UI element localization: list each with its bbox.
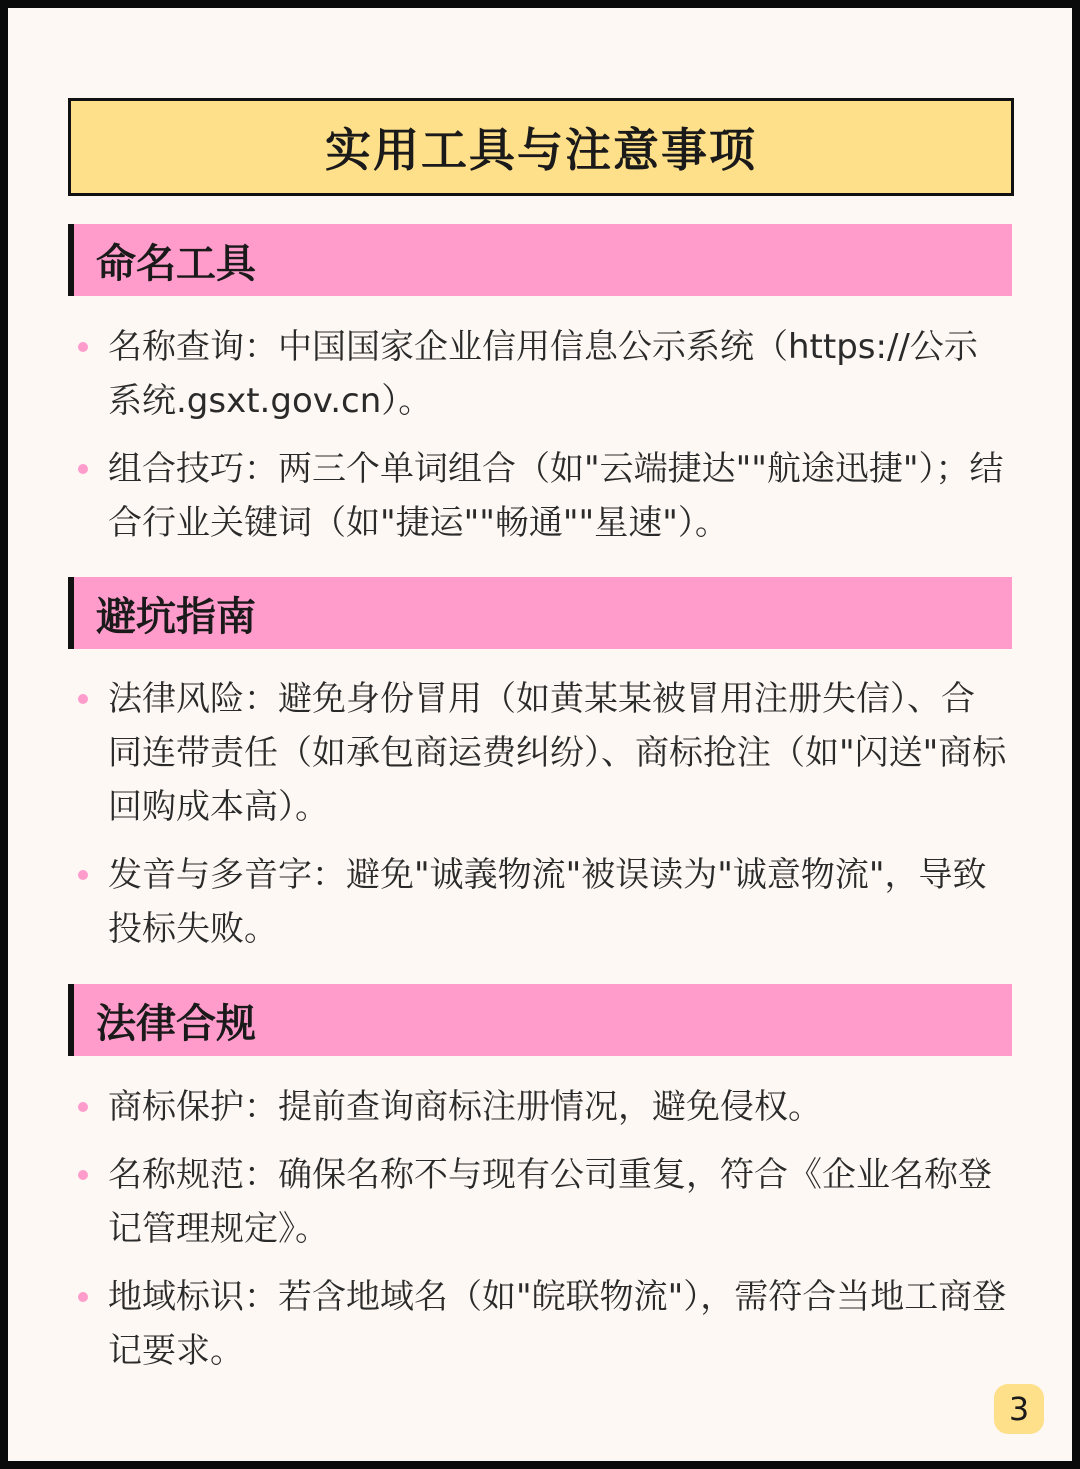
list-item xyxy=(78,1080,1008,1134)
section-header-naming-tools xyxy=(68,224,1012,296)
list-item-text: 名称规范：确保名称不与现有公司重复，符合《企业名称登记管理规定》。 xyxy=(108,1155,992,1249)
list-item-text: 商标保护：提前查询商标注册情况，避免侵权。 xyxy=(108,1087,822,1127)
bullet-dot-icon xyxy=(78,1292,88,1302)
list-item-text: 发音与多音字：避免"诚義物流"被误读为"诚意物流"，导致投标失败。 xyxy=(108,855,987,949)
section-list-legal-compliance xyxy=(78,1080,1008,1392)
bullet-dot-icon xyxy=(78,1102,88,1112)
bullet-dot-icon xyxy=(78,870,88,880)
bullet-dot-icon xyxy=(78,1170,88,1180)
section-header-legal-compliance xyxy=(68,984,1012,1056)
list-item xyxy=(78,442,1008,550)
title-banner xyxy=(68,98,1014,196)
bullet-dot-icon xyxy=(78,694,88,704)
page-number-badge: 3 xyxy=(994,1384,1044,1434)
section-heading: 避坑指南 xyxy=(96,593,256,640)
list-item xyxy=(78,1148,1008,1256)
bullet-dot-icon xyxy=(78,342,88,352)
bullet-dot-icon xyxy=(78,464,88,474)
section-list-pitfall-guide xyxy=(78,672,1008,970)
page xyxy=(8,8,1072,1461)
page-title: 实用工具与注意事项 xyxy=(325,123,757,177)
list-item-text: 名称查询：中国国家企业信用信息公示系统（https://公示系统.gsxt.gov.cn）。 xyxy=(108,327,978,421)
section-heading: 命名工具 xyxy=(96,240,256,287)
list-item xyxy=(78,1270,1008,1378)
list-item-text: 法律风险：避免身份冒用（如黄某某被冒用注册失信）、合同连带责任（如承包商运费纠纷）、商标抢注（如"闪送"商标回购成本高）。 xyxy=(108,679,1007,827)
section-heading: 法律合规 xyxy=(96,1000,256,1047)
section-list-naming-tools xyxy=(78,320,1008,564)
section-header-pitfall-guide xyxy=(68,577,1012,649)
list-item xyxy=(78,672,1008,834)
list-item-text: 组合技巧：两三个单词组合（如"云端捷达""航途迅捷"）；结合行业关键词（如"捷运""畅通""星速"）。 xyxy=(108,449,1004,543)
list-item-text: 地域标识：若含地域名（如"皖联物流"），需符合当地工商登记要求。 xyxy=(108,1277,1007,1371)
list-item xyxy=(78,320,1008,428)
list-item xyxy=(78,848,1008,956)
